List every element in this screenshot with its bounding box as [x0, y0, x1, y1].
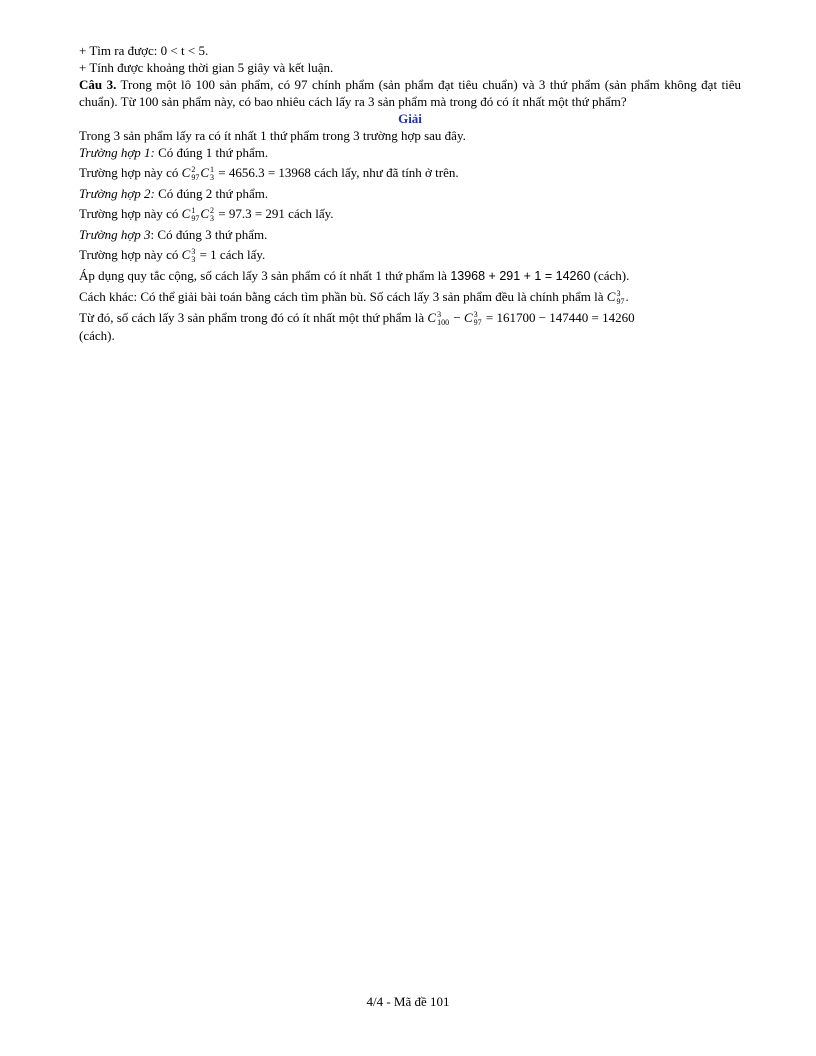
find-range-math: 0 < t < 5 [160, 43, 205, 58]
comb-c3-3: C 3 3 [181, 247, 196, 265]
case-3-result: = 1 [196, 247, 217, 263]
case-2-heading [79, 185, 741, 202]
case-2-calc [79, 205, 741, 223]
final-result: = 161700 − 147440 = 14260 [482, 310, 635, 326]
case-1-text: Có đúng 1 thứ phẩm. [154, 145, 269, 160]
question-3-label: Câu 3. [79, 77, 117, 92]
final-answer-line [79, 309, 741, 327]
document-body [79, 42, 741, 344]
comb-c97-3: C 3 97 [606, 289, 625, 307]
comb-c97-1: C 1 97 [181, 206, 200, 224]
case-2-label: Trường hợp 2: [79, 186, 155, 202]
case-3-formula [181, 247, 217, 265]
question-3-text: Trong một lô 100 sản phẩm, có 97 chính phẩm (sản phẩm đạt tiêu chuẩn) và 3 thứ phẩm (sản phẩm không đạt tiêu chuẩn). Từ 100 sản phẩm này, có bao nhiêu cách lấy ra 3 sản phẩm mà trong đó có ít nhất một thứ phẩm? [79, 77, 742, 109]
case-3-heading [79, 226, 741, 243]
case-1-calc-prefix: Trường hợp này có [79, 165, 182, 180]
comb-c97-2: C 2 97 [181, 165, 200, 183]
final-answer-unit: (cách). [79, 328, 115, 344]
case-1-calc-suffix: cách lấy, như đã tính ở trên. [310, 165, 459, 180]
comb-c3-1: C 1 3 [200, 165, 214, 183]
case-2-calc-prefix: Trường hợp này có [79, 206, 182, 222]
case-2-text: Có đúng 2 thứ phẩm. [154, 186, 269, 202]
alternative-method-text: Cách khác: Có thể giải bài toán bằng cách tìm phần bù. Số cách lấy 3 sản phẩm đều là chính phẩm là [79, 289, 607, 305]
case-3-label: Trường hợp 3 [79, 227, 151, 243]
case-1-result: = 4656.3 = 13968 [215, 165, 311, 180]
comb-c3-2: C 2 3 [200, 206, 214, 224]
case-3-calc-suffix: cách lấy. [216, 247, 266, 263]
case-1-heading [79, 144, 741, 161]
alternative-formula [606, 289, 629, 307]
case-3-calc [79, 246, 741, 264]
final-formula: C 3 100 − C 3 97 = 161700 − 147440 = 14260 [427, 310, 635, 328]
sum-rule-suffix: (cách). [590, 268, 630, 284]
case-2-result: = 97.3 = 291 [215, 206, 285, 222]
time-conclusion-line: + Tính được khoảng thời gian 5 giây và kết luận. [79, 60, 334, 75]
comb-c100-3: C 3 100 [427, 310, 450, 328]
find-range-prefix: + Tìm ra được: [79, 43, 161, 58]
solution-title: Giải [398, 111, 422, 126]
alternative-method-suffix: . [625, 289, 629, 305]
case-1-calc [79, 164, 741, 182]
page-footer: 4/4 - Mã đề 101 [366, 994, 450, 1009]
comb-c97-3-final: C 3 97 [463, 310, 482, 328]
alternative-method-line [79, 288, 741, 306]
sum-rule-math: 13968 + 291 + 1 = 14260 [450, 269, 591, 284]
question-3 [79, 76, 741, 110]
case-1-formula [181, 165, 311, 183]
sum-rule-line [79, 267, 741, 285]
case-1-label: Trường hợp 1: [79, 145, 155, 160]
final-answer-prefix: Từ đó, số cách lấy 3 sản phẩm trong đó có ít nhất một thứ phẩm là [79, 310, 428, 326]
find-range-line [79, 42, 741, 59]
case-2-formula [181, 206, 285, 224]
case-2-calc-suffix: cách lấy. [284, 206, 334, 222]
find-range-suffix: . [204, 43, 209, 58]
solution-intro: Trong 3 sản phẩm lấy ra có ít nhất 1 thứ phẩm trong 3 trường hợp sau đây. [79, 128, 466, 143]
sum-rule-prefix: Áp dụng quy tắc cộng, số cách lấy 3 sản phẩm có ít nhất 1 thứ phẩm là [79, 268, 451, 284]
case-3-calc-prefix: Trường hợp này có [79, 247, 182, 263]
case-3-text: : Có đúng 3 thứ phẩm. [150, 227, 268, 243]
